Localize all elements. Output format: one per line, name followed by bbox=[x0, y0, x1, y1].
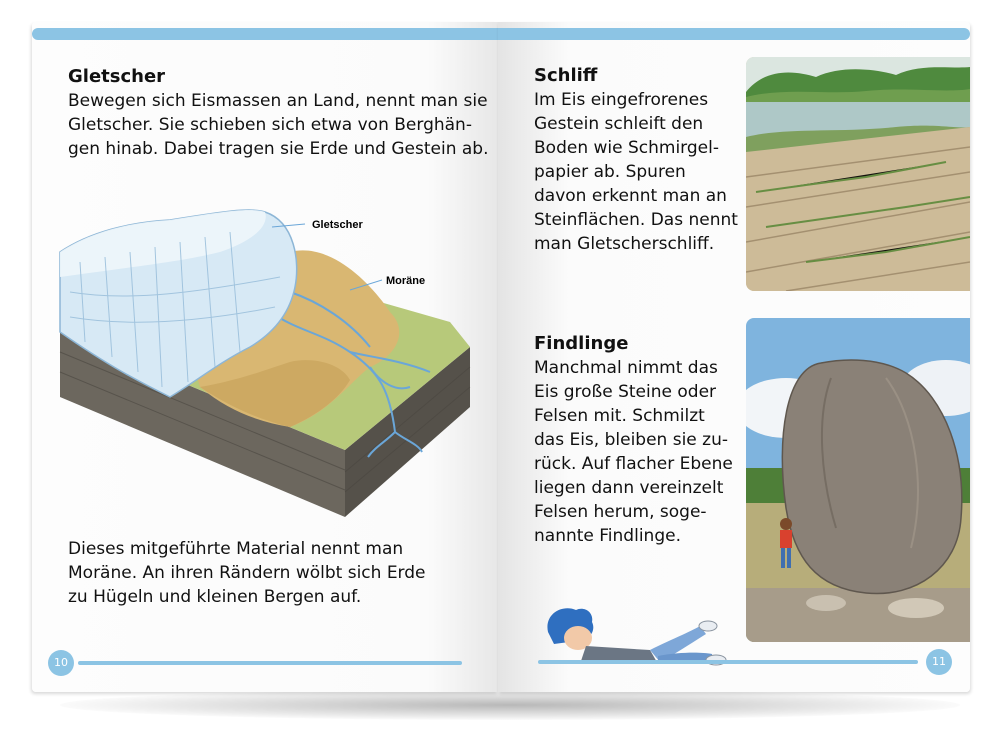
text-line: Moräne. An ihren Rändern wölbt sich Erde bbox=[68, 563, 426, 583]
book-shadow bbox=[60, 690, 960, 720]
glacier-diagram bbox=[50, 182, 480, 522]
heading-findlinge: Findlinge bbox=[534, 333, 629, 354]
text-line: Felsen mit. Schmilzt bbox=[534, 406, 705, 426]
intro-paragraph bbox=[68, 89, 489, 161]
text-line: Felsen herum, soge- bbox=[534, 502, 707, 522]
text-line: Manchmal nimmt das bbox=[534, 358, 718, 378]
text-line: rück. Auf flacher Ebene bbox=[534, 454, 733, 474]
child-figure bbox=[780, 530, 792, 548]
label-gletscher: Gletscher bbox=[312, 219, 363, 231]
outro-paragraph bbox=[68, 537, 426, 609]
text-line: Im Eis eingefrorenes bbox=[534, 90, 709, 110]
text-line: Eis große Steine oder bbox=[534, 382, 717, 402]
text-line: Gletscher. Sie schieben sich etwa von Berghän- bbox=[68, 115, 472, 135]
text-line: Steinflächen. Das nennt bbox=[534, 210, 738, 230]
text-line: liegen dann vereinzelt bbox=[534, 478, 724, 498]
text-line: man Gletscherschliff. bbox=[534, 234, 715, 254]
page-number-right: 11 bbox=[926, 649, 952, 675]
right-footer-line bbox=[538, 660, 918, 664]
text-line: Gestein schleift den bbox=[534, 114, 704, 134]
heading-gletscher: Gletscher bbox=[68, 66, 166, 87]
text-line: das Eis, bleiben sie zu- bbox=[534, 430, 728, 450]
text-line: zu Hügeln und kleinen Bergen auf. bbox=[68, 587, 362, 607]
right-top-bar bbox=[498, 28, 970, 40]
glacier-polish-illustration bbox=[746, 57, 970, 291]
heading-schliff: Schliff bbox=[534, 65, 598, 86]
text-line: Bewegen sich Eismassen an Land, nennt man sie bbox=[68, 91, 488, 111]
page-number-left: 10 bbox=[48, 650, 74, 676]
left-footer-line bbox=[78, 661, 462, 665]
left-page bbox=[32, 22, 498, 692]
schliff-paragraph bbox=[534, 88, 738, 256]
right-page bbox=[498, 22, 970, 692]
text-line: Boden wie Schmirgel- bbox=[534, 138, 719, 158]
text-line: gen hinab. Dabei tragen sie Erde und Gestein ab. bbox=[68, 139, 489, 159]
label-moraene: Moräne bbox=[386, 275, 426, 287]
findlinge-paragraph bbox=[534, 356, 733, 548]
text-line: nannte Findlinge. bbox=[534, 526, 681, 546]
text-line: davon erkennt man an bbox=[534, 186, 727, 206]
erratic-boulder-illustration bbox=[746, 318, 970, 642]
text-line: papier ab. Spuren bbox=[534, 162, 686, 182]
left-top-bar bbox=[32, 28, 498, 40]
text-line: Dieses mitgeführte Material nennt man bbox=[68, 539, 404, 559]
